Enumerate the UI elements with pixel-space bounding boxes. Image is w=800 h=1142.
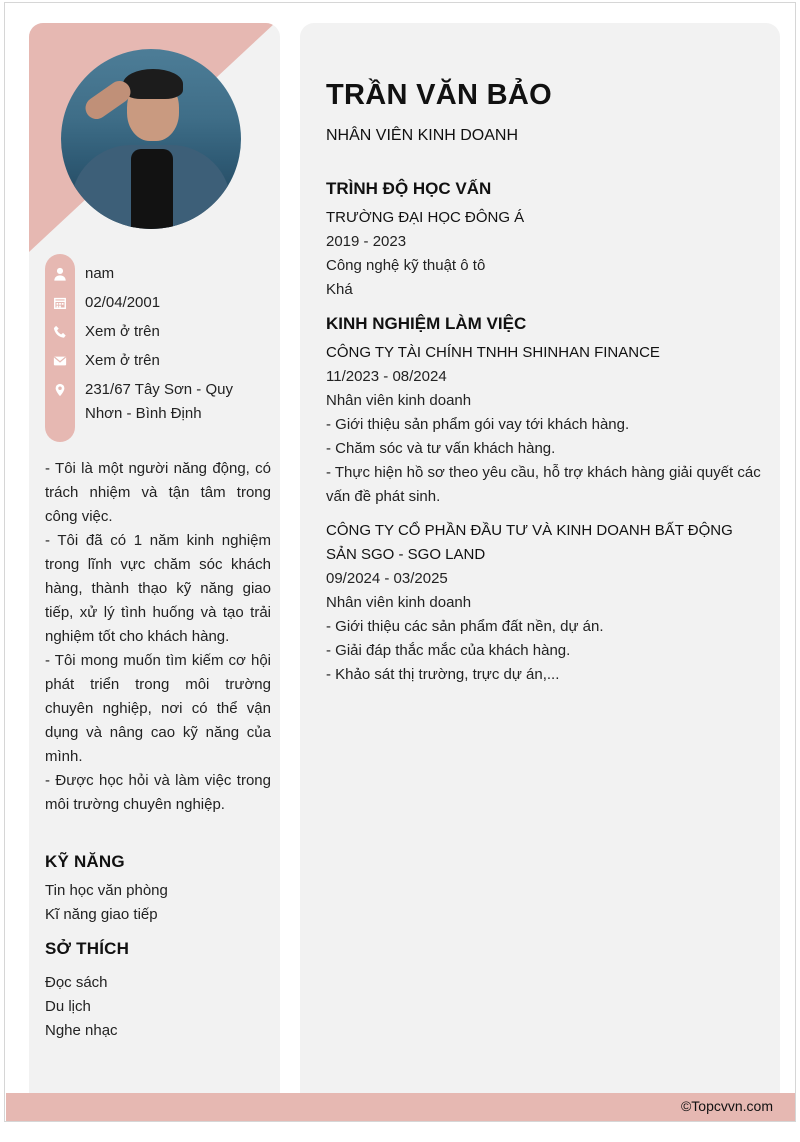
contact-phone (45, 320, 270, 344)
user-icon (45, 262, 75, 286)
contact-gender-text: nam (85, 265, 115, 282)
contact-birthday-text: 02/04/2001 (85, 294, 161, 311)
contact-address (45, 378, 270, 426)
job-duty: - Chăm sóc và tư vấn khách hàng. (326, 440, 556, 457)
job-company: CÔNG TY TÀI CHÍNH TNHH SHINHAN FINANCE (326, 344, 660, 361)
education-block (326, 206, 766, 302)
job-role: Nhân viên kinh doanh (326, 392, 472, 409)
contact-email (45, 349, 270, 373)
education-grade: Khá (326, 281, 353, 298)
job-duty: - Giải đáp thắc mắc của khách hàng. (326, 642, 571, 659)
hobbies-list (45, 971, 271, 1043)
education-school: TRƯỜNG ĐẠI HỌC ĐÔNG Á (326, 209, 525, 226)
job-duty: - Giới thiệu các sản phẩm đất nền, dự án. (326, 618, 604, 635)
email-icon (45, 349, 75, 373)
phone-icon (45, 320, 75, 344)
skills-heading: KỸ NĂNG (45, 852, 125, 871)
job-duty: - Khảo sát thị trường, trực dự án,... (326, 666, 560, 683)
summary-paragraph: - Tôi là một người năng động, có trách nhiệm và tận tâm trong công việc. (45, 460, 271, 525)
job-duty: - Thực hiện hồ sơ theo yêu cầu, hỗ trợ khách hàng giải quyết các vấn đề phát sinh. (326, 464, 761, 505)
job-role: Nhân viên kinh doanh (326, 594, 472, 611)
contact-address-text: 231/67 Tây Sơn - Quy Nhơn - Bình Định (85, 381, 233, 422)
location-icon (45, 378, 75, 402)
hobby-item: Đọc sách (45, 974, 108, 991)
contact-email-text: Xem ở trên (85, 352, 160, 369)
hobby-item: Du lịch (45, 998, 91, 1015)
education-major: Công nghệ kỹ thuật ô tô (326, 257, 486, 274)
summary (45, 457, 271, 817)
experience-job (326, 341, 766, 509)
candidate-title: NHÂN VIÊN KINH DOANH (326, 127, 519, 144)
skill-item: Kĩ năng giao tiếp (45, 906, 158, 923)
summary-paragraph: - Được học hỏi và làm việc trong môi trường chuyên nghiệp. (45, 772, 271, 813)
job-period: 09/2024 - 03/2025 (326, 570, 448, 587)
summary-paragraph: - Tôi mong muốn tìm kiếm cơ hội phát triển trong môi trường chuyên nghiệp, nơi có thể vận dụng và nâng cao kỹ năng của mình. (45, 652, 271, 765)
experience-heading: KINH NGHIỆM LÀM VIỆC (326, 314, 527, 333)
hobbies-heading: SỞ THÍCH (45, 939, 130, 958)
job-period: 11/2023 - 08/2024 (326, 368, 447, 385)
skill-item: Tin học văn phòng (45, 882, 168, 899)
hobby-item: Nghe nhạc (45, 1022, 118, 1039)
left-column (29, 23, 280, 1098)
footer-credit[interactable]: ©Topcvvn.com (680, 1098, 773, 1114)
job-duty: - Giới thiệu sản phẩm gói vay tới khách hàng. (326, 416, 630, 433)
candidate-name: TRẦN VĂN BẢO (326, 79, 552, 111)
cv-page (4, 2, 796, 1122)
contact-phone-text: Xem ở trên (85, 323, 160, 340)
job-company: CÔNG TY CỔ PHẦN ĐẦU TƯ VÀ KINH DOANH BẤT ĐỘNG SẢN SGO - SGO LAND (326, 522, 733, 563)
education-heading: TRÌNH ĐỘ HỌC VẤN (326, 179, 492, 198)
summary-paragraph: - Tôi đã có 1 năm kinh nghiệm trong lĩnh vực chăm sóc khách hàng, thành thạo kỹ năng giao tiếp, xử lý tình huống và tạo trải nghiệm tốt cho khách hàng. (45, 532, 271, 645)
right-column (300, 23, 780, 1098)
avatar (61, 49, 241, 229)
education-period: 2019 - 2023 (326, 233, 407, 250)
contact-gender (45, 262, 270, 286)
footer-bar (6, 1093, 795, 1121)
calendar-icon (45, 291, 75, 315)
contact-birthday (45, 291, 270, 315)
experience-job (326, 519, 766, 687)
skills-list (45, 879, 271, 927)
